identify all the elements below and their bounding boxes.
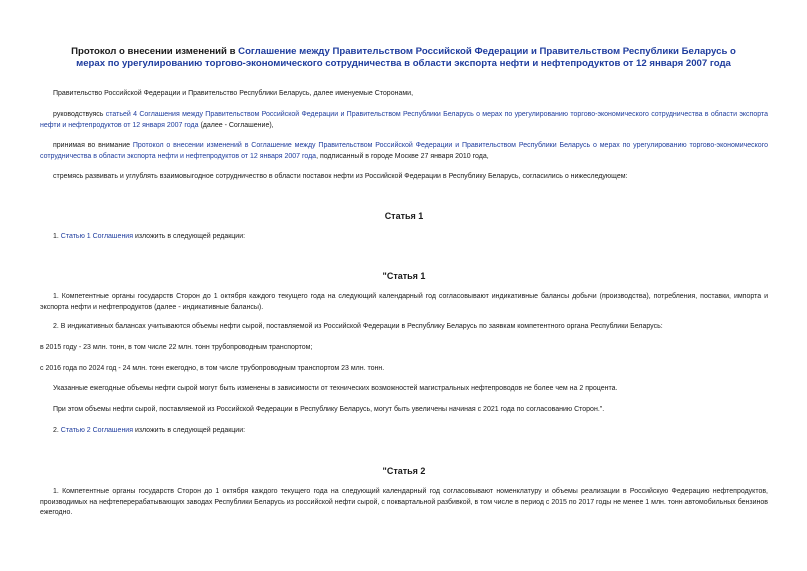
preamble-parties: Правительство Российской Федерации и Правительство Республики Беларусь, далее именуемые Сторонами, <box>53 90 414 97</box>
quoted-article2-heading: "Статья 2 <box>382 466 426 476</box>
protocol-link[interactable]: Протокол о внесении изменений в Соглашение между Правительством Российской Федерации и Правительством Республики Беларусь о мерах по урегулированию торгово-экономического сотрудничества в области экспорта нефти и нефтепродуктов от 12 января 2007 года <box>40 142 768 160</box>
title-agreement-link[interactable]: Соглашение между Правительством Российской Федерации и Правительством Республики Беларусь о мерах по урегулированию торгово-экономического сотрудничества в области экспорта нефти и нефтепродуктов от 12 января 2007 года <box>76 46 736 69</box>
preamble-striving: стремясь развивать и углублять взаимовыгодное сотрудничество в области поставок нефти из Российской Федерации в Республику Беларусь, согласились о нижеследующем: <box>53 173 628 180</box>
guided-prefix: руководствуясь <box>53 111 106 118</box>
article1-agreement-link[interactable]: Статью 1 Соглашения <box>60 233 134 240</box>
article2-agreement-link[interactable]: Статью 2 Соглашения <box>60 427 134 434</box>
clause1-suffix: изложить в следующей редакции: <box>133 233 246 240</box>
article1-clause1 <box>40 232 768 243</box>
article4-agreement-link[interactable]: статьей 4 Соглашения между Правительством Российской Федерации и Правительством Республики Беларусь о мерах по урегулированию торгово-экономического сотрудничества в области экспорта нефти и нефтепродуктов от 12 января 2007 года <box>40 111 769 129</box>
clause1-number: 1. <box>53 233 61 240</box>
clause2-suffix: изложить в следующей редакции: <box>133 427 246 434</box>
quoted-article1-heading: "Статья 1 <box>382 271 426 281</box>
title-prefix: Протокол о внесении изменений в <box>71 46 239 57</box>
article1-heading: Статья 1 <box>384 211 424 221</box>
clause2-number: 2. <box>53 427 61 434</box>
volume-adjustment: Указанные ежегодные объемы нефти сырой могут быть изменены в зависимости от технических возможностей магистральных нефтепроводов не более чем на 2 процента. <box>53 385 618 392</box>
volume-2016-2024: с 2016 года по 2024 год - 24 млн. тонн ежегодно, в том числе трубопроводным транспортом 23 млн. тонн. <box>40 365 385 372</box>
preamble-considering <box>40 141 768 162</box>
quoted-article1-clause1: 1. Компетентные органы государств Сторон до 1 октября каждого текущего года на следующий календарный год согласовывают индикативные балансы добычи (производства), потребления, поставки, импорта и экспорта нефти и нефтепродуктов (далее - индикативные балансы). <box>40 293 768 311</box>
considering-suffix: , подписанный в городе Москве 27 января 2010 года, <box>316 152 489 160</box>
quoted-article2-clause1: 1. Компетентные органы государств Сторон до 1 октября каждого текущего года на следующий календарный год согласовывают номенклатуру и объемы реализации в Российскую Федерацию нефтепродуктов, производимых на нефтеперерабатывающих заводах Республики Беларусь из российской нефти сырой, с поквартальной разбивкой, в том числе в период с 2015 по 2017 годы не менее 1 млн. тонн автомобильных бензинов ежегодно. <box>40 488 768 516</box>
volume-2015: в 2015 году - 23 млн. тонн, в том числе 22 млн. тонн трубопроводным транспортом; <box>40 344 313 351</box>
preamble-guided-by <box>40 110 768 131</box>
article2-amendment <box>40 426 768 437</box>
document-title <box>60 46 747 70</box>
considering-prefix: принимая во внимание <box>53 142 133 149</box>
volume-increase: При этом объемы нефти сырой, поставляемой из Российской Федерации в Республику Беларусь, могут быть увеличены начиная с 2021 года по согласованию Сторон.". <box>53 406 605 413</box>
quoted-article1-clause2: 2. В индикативных балансах учитываются объемы нефти сырой, поставляемой из Российской Федерации в Республику Беларусь по заявкам компетентного органа Республики Беларусь: <box>53 323 663 330</box>
guided-suffix: (далее - Соглашение), <box>198 121 274 129</box>
